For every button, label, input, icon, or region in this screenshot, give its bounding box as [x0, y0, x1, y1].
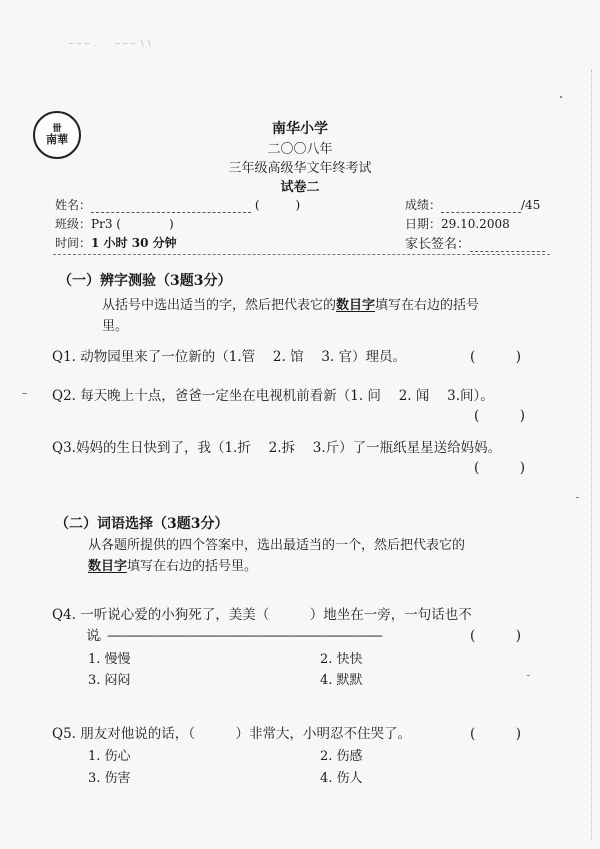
- section2-instruction-line2: 数目字填写在右边的括号里。: [88, 559, 258, 574]
- date-label: 日期：: [405, 217, 442, 231]
- answer-box-q2[interactable]: ( ): [474, 408, 526, 424]
- logo-emblem-icon: 卌: [52, 124, 62, 134]
- exam-year: 二〇〇八年: [267, 142, 333, 157]
- time-value: 1 小时 30 分钟: [91, 236, 177, 250]
- paper-number: 试卷二: [280, 180, 320, 195]
- q5-option-3[interactable]: 3. 伤害: [88, 771, 131, 786]
- exam-title: 三年级高级华文年终考试: [228, 161, 372, 176]
- class-value: Pr3: [91, 217, 113, 231]
- logo-text: 南華: [46, 133, 68, 146]
- name-field[interactable]: [55, 196, 300, 213]
- section2-instruction: 从各题所提供的四个答案中，选出最适当的一个，然后把代表它的: [88, 538, 466, 553]
- section1-instruction-emphasis: 数目字: [336, 298, 376, 313]
- score-total: /45: [521, 198, 541, 212]
- date-value: 29.10.2008: [441, 217, 510, 231]
- class-paren: ( ): [116, 217, 174, 231]
- question-q3: Q3.妈妈的生日快到了，我（1.折 2.拆 3.斤）了一瓶纸星星送给妈妈。: [52, 440, 502, 456]
- score-blank[interactable]: [441, 202, 521, 213]
- answer-box-q5[interactable]: ( ): [470, 726, 522, 742]
- question-q4: Q4. 一听说心爱的小狗死了，美美（ ）地坐在一旁，一句话也不: [52, 607, 472, 623]
- parent-signature-blank[interactable]: [470, 241, 545, 252]
- section1-instruction-line2: 里。: [102, 319, 129, 334]
- score-field[interactable]: [405, 196, 540, 213]
- q4-option-3[interactable]: 3. 闷闷: [88, 673, 131, 688]
- parent-signature-field[interactable]: [405, 233, 545, 252]
- q5-option-4[interactable]: 4. 伤人: [320, 771, 363, 786]
- section1-title: （一）辨字测验（3题3分）: [58, 273, 232, 289]
- answer-box-q4[interactable]: ( ): [470, 628, 522, 644]
- scan-header-text: ~~~ . ~~~ \ \: [68, 39, 152, 48]
- header-divider: [53, 254, 550, 255]
- section1-instruction: 从括号中选出适当的字，然后把代表它的数目字填写在右边的括号: [102, 298, 480, 313]
- question-q4-line2: 说。——————————————————————————: [86, 628, 380, 644]
- parent-signature-label: 家长签名：: [405, 237, 471, 252]
- name-blank[interactable]: [91, 202, 251, 213]
- answer-box-q3[interactable]: ( ): [474, 460, 526, 476]
- scan-speck: [576, 497, 579, 498]
- time-label: 时间：: [55, 236, 92, 250]
- name-label: 姓名：: [55, 198, 92, 212]
- section2-instruction-emphasis: 数目字: [88, 559, 128, 574]
- q4-option-1[interactable]: 1. 慢慢: [88, 652, 131, 667]
- q4-option-4[interactable]: 4. 默默: [320, 673, 363, 688]
- school-name: 南华小学: [272, 121, 328, 137]
- scan-speck: [560, 96, 562, 98]
- q5-option-2[interactable]: 2. 伤感: [320, 749, 363, 764]
- scan-speck: [22, 393, 27, 394]
- q4-option-2[interactable]: 2. 快快: [320, 652, 363, 667]
- section2-title: （二）词语选择（3题3分）: [55, 516, 229, 532]
- answer-box-q1[interactable]: ( ): [470, 349, 522, 365]
- class-label: 班级：: [55, 217, 92, 231]
- score-label: 成绩：: [405, 198, 442, 212]
- time-field: [55, 234, 177, 251]
- name-index-paren: ( ): [254, 198, 301, 212]
- question-q5: Q5. 朋友对他说的话，（ ）非常大，小明忍不住哭了。: [52, 726, 411, 742]
- question-q2: Q2. 每天晚上十点，爸爸一定坐在电视机前看新（1. 问 2. 闻 3.间）。: [52, 388, 494, 404]
- question-q1: Q1. 动物园里来了一位新的（1.管 2. 馆 3. 官）理员。: [52, 349, 407, 365]
- q5-option-1[interactable]: 1. 伤心: [88, 749, 131, 764]
- date-field: [405, 215, 510, 232]
- scan-speck: [527, 675, 530, 676]
- class-field[interactable]: [55, 215, 174, 232]
